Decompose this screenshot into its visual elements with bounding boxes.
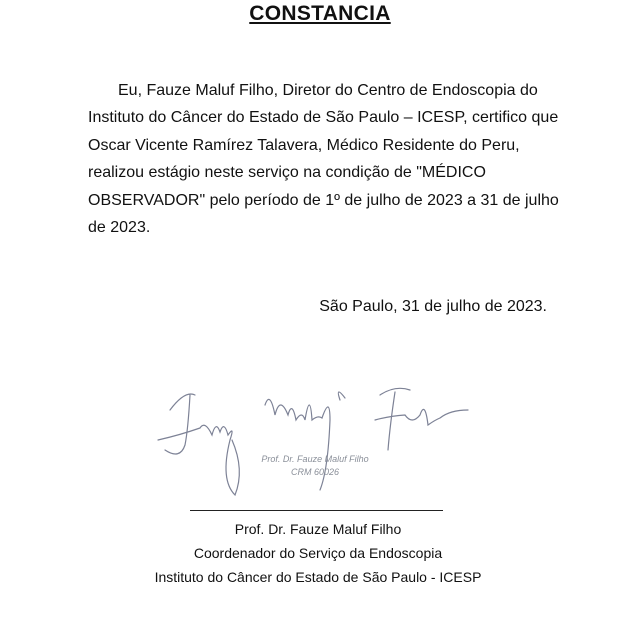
document-title: CONSTANCIA [249, 2, 391, 25]
body-line: Eu, Fauze Maluf Filho, Diretor do Centro de Endoscopia do [118, 82, 538, 99]
signature-line [190, 510, 443, 511]
date-line: São Paulo, 31 de julho de 2023. [319, 298, 547, 315]
handwritten-signature [150, 380, 480, 500]
signatory-role: Coordenador do Serviço da Endoscopia [193, 545, 443, 561]
stamp-crm: CRM 60026 [290, 467, 340, 477]
body-line: realizou estágio neste serviço na condição de "MÉDICO [88, 164, 486, 181]
body-line: de 2023. [88, 219, 151, 236]
stamp-name: Prof. Dr. Fauze Maluf Filho [261, 454, 369, 464]
body-line: Instituto do Câncer do Estado de São Paulo – ICESP, certifico que [88, 109, 559, 126]
signature-stamp [250, 453, 380, 479]
signatory-institution: Instituto do Câncer do Estado de São Paulo - ICESP [154, 569, 482, 585]
body-line: OBSERVADOR" pelo período de 1º de julho de 2023 a 31 de julho [88, 192, 559, 209]
body-line: Oscar Vicente Ramírez Talavera, Médico Residente do Peru, [88, 137, 520, 154]
signatory-name: Prof. Dr. Fauze Maluf Filho [234, 521, 402, 537]
